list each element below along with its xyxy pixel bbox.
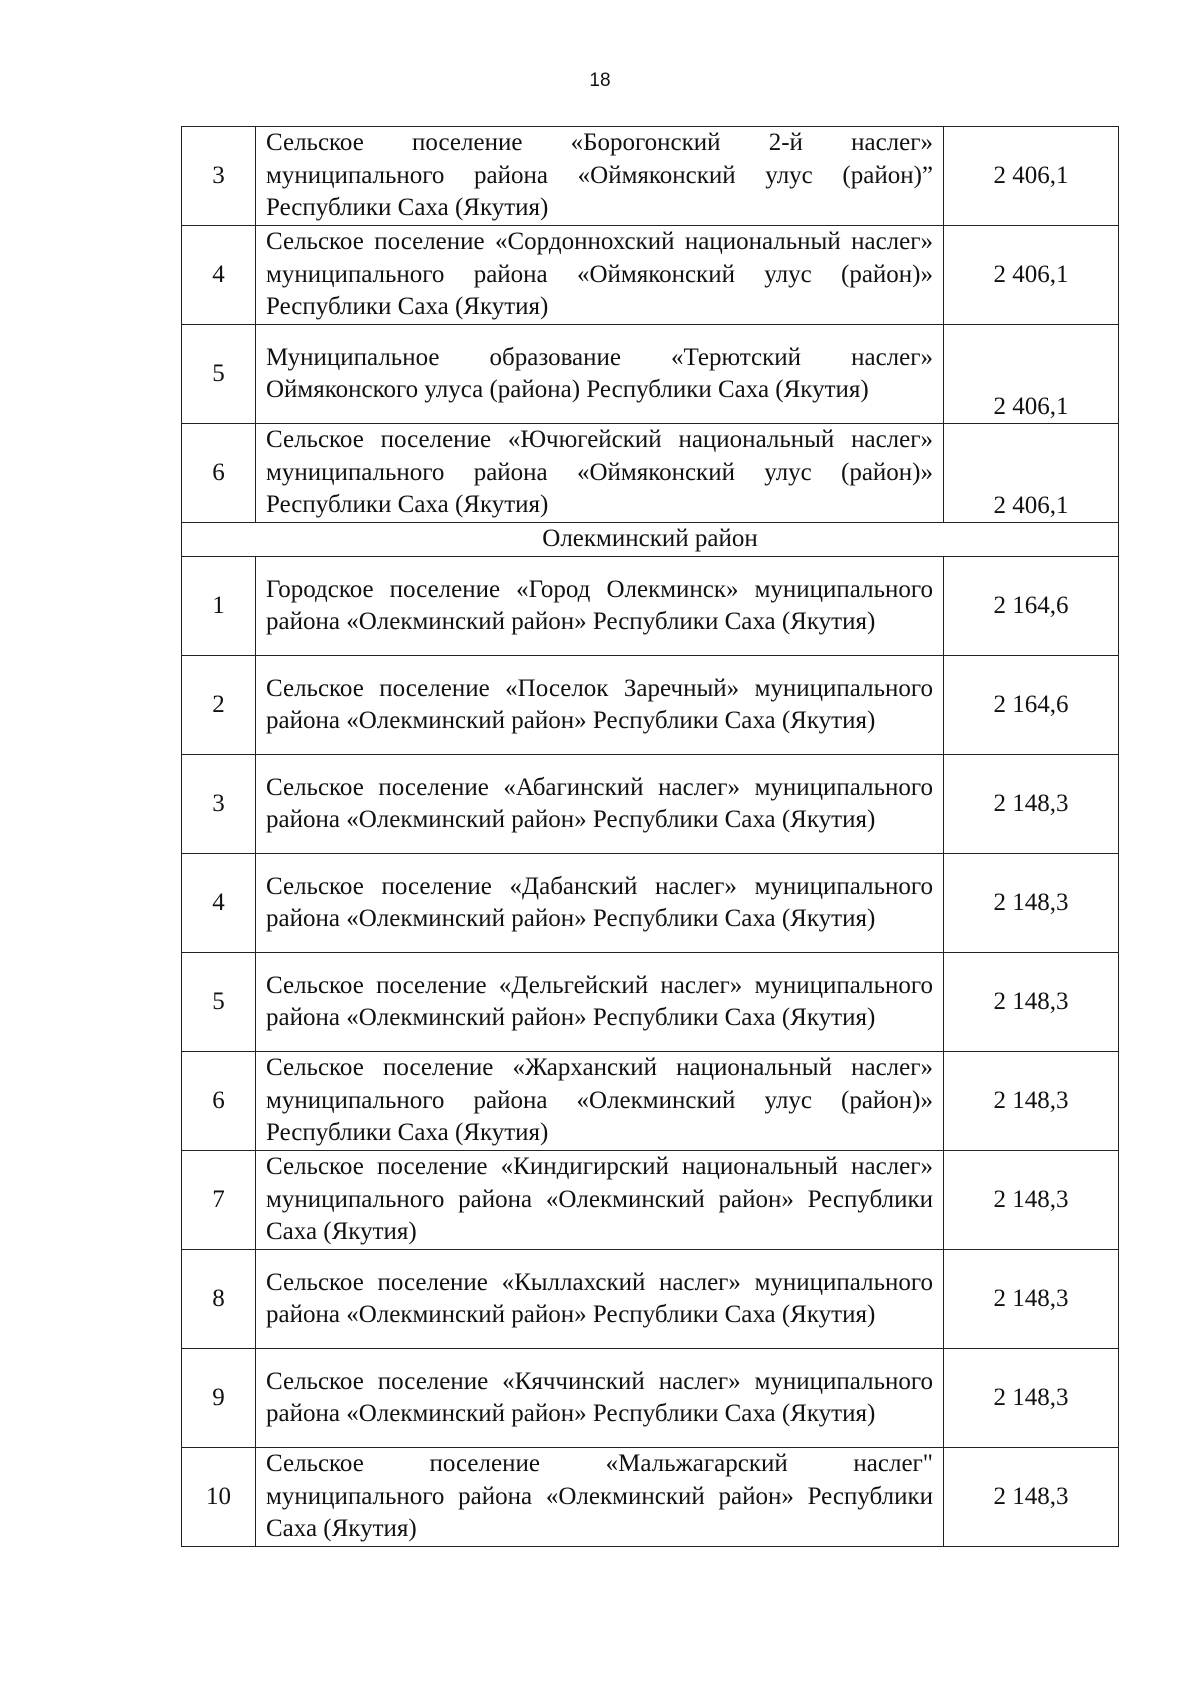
settlement-name: Сельское поселение «Кяччинский наслег» муниципального района «Олекминский район» Республики Саха (Якутия) — [256, 1349, 944, 1448]
table-row — [182, 854, 1119, 953]
section-title: Олекминский район — [182, 523, 1119, 557]
settlement-name: Сельское поселение «Ючюгейский национальный наслег» муниципального района «Оймяконский улус (район)» Республики Саха (Якутия) — [256, 424, 944, 523]
row-number: 5 — [182, 953, 256, 1052]
settlement-name: Сельское поселение «Кыллахский наслег» муниципального района «Олекминский район» Республики Саха (Якутия) — [256, 1250, 944, 1349]
table-row — [182, 1250, 1119, 1349]
row-number: 10 — [182, 1448, 256, 1547]
amount-value: 2 148,3 — [944, 1052, 1119, 1151]
settlement-name: Муниципальное образование «Терютский наслег» Оймяконского улуса (района) Республики Саха (Якутия) — [256, 325, 944, 424]
row-number: 5 — [182, 325, 256, 424]
table-row — [182, 1349, 1119, 1448]
amount-value: 2 148,3 — [944, 1151, 1119, 1250]
amount-value: 2 406,1 — [944, 226, 1119, 325]
settlement-name: Сельское поселение «Сордоннохский национальный наслег» муниципального района «Оймяконский улус (район)» Республики Саха (Якутия) — [256, 226, 944, 325]
amount-value: 2 148,3 — [944, 1448, 1119, 1547]
table-row — [182, 226, 1119, 325]
table-row — [182, 1052, 1119, 1151]
row-number: 3 — [182, 755, 256, 854]
row-number: 9 — [182, 1349, 256, 1448]
row-number: 7 — [182, 1151, 256, 1250]
settlements-table — [181, 126, 1119, 1547]
table-row — [182, 557, 1119, 656]
table-row — [182, 325, 1119, 424]
amount-value: 2 148,3 — [944, 854, 1119, 953]
table-row — [182, 656, 1119, 755]
settlement-name: Сельское поселение «Мальжагарский наслег" муниципального района «Олекминский район» Республики Саха (Якутия) — [256, 1448, 944, 1547]
settlement-name: Сельское поселение «Поселок Заречный» муниципального района «Олекминский район» Республики Саха (Якутия) — [256, 656, 944, 755]
page-number: 18 — [589, 70, 611, 91]
row-number: 6 — [182, 1052, 256, 1151]
table-row — [182, 1448, 1119, 1547]
table-row — [182, 1151, 1119, 1250]
amount-value: 2 148,3 — [944, 1250, 1119, 1349]
amount-value: 2 148,3 — [944, 953, 1119, 1052]
amount-value: 2 406,1 — [944, 325, 1119, 424]
row-number: 6 — [182, 424, 256, 523]
settlement-name: Сельское поселение «Дабанский наслег» муниципального района «Олекминский район» Республики Саха (Якутия) — [256, 854, 944, 953]
amount-value: 2 148,3 — [944, 755, 1119, 854]
row-number: 3 — [182, 127, 256, 226]
amount-value: 2 164,6 — [944, 557, 1119, 656]
row-number: 8 — [182, 1250, 256, 1349]
settlement-name: Сельское поселение «Жарханский национальный наслег» муниципального района «Олекминский улус (район)» Республики Саха (Якутия) — [256, 1052, 944, 1151]
table-row — [182, 424, 1119, 523]
amount-value: 2 148,3 — [944, 1349, 1119, 1448]
section-header-row — [182, 523, 1119, 557]
row-number: 1 — [182, 557, 256, 656]
amount-value: 2 164,6 — [944, 656, 1119, 755]
settlement-name: Сельское поселение «Борогонский 2-й наслег» муниципального района «Оймяконский улус (район)” Республики Саха (Якутия) — [256, 127, 944, 226]
settlement-name: Городское поселение «Город Олекминск» муниципального района «Олекминский район» Республики Саха (Якутия) — [256, 557, 944, 656]
row-number: 4 — [182, 226, 256, 325]
table-body — [182, 127, 1119, 1547]
settlement-name: Сельское поселение «Киндигирский национальный наслег» муниципального района «Олекминский район» Республики Саха (Якутия) — [256, 1151, 944, 1250]
table-row — [182, 953, 1119, 1052]
table-row — [182, 127, 1119, 226]
amount-value: 2 406,1 — [944, 424, 1119, 523]
row-number: 2 — [182, 656, 256, 755]
table-row — [182, 755, 1119, 854]
settlement-name: Сельское поселение «Абагинский наслег» муниципального района «Олекминский район» Республики Саха (Якутия) — [256, 755, 944, 854]
settlement-name: Сельское поселение «Дельгейский наслег» муниципального района «Олекминский район» Республики Саха (Якутия) — [256, 953, 944, 1052]
row-number: 4 — [182, 854, 256, 953]
amount-value: 2 406,1 — [944, 127, 1119, 226]
